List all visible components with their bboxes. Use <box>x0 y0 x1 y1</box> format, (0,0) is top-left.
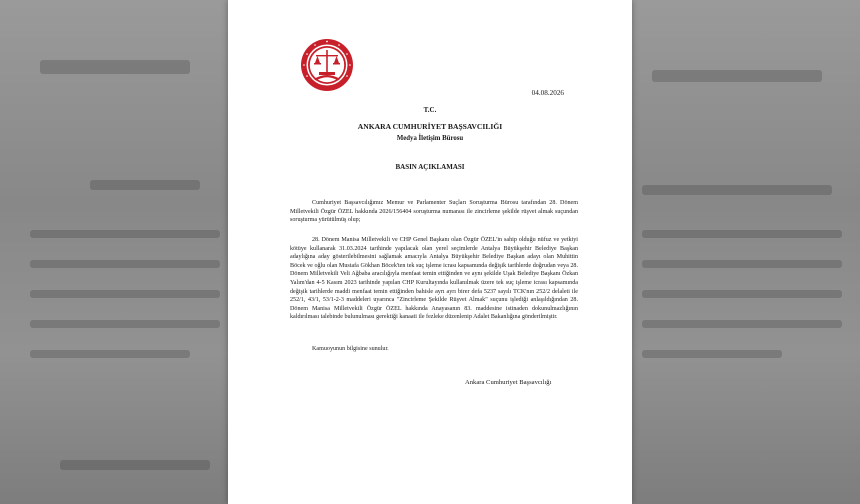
document-date: 04.08.2026 <box>531 89 564 97</box>
justice-seal-logo <box>300 38 354 92</box>
office-title: ANKARA CUMHURİYET BAŞSAVCILIĞI <box>357 122 503 131</box>
blurred-background-left <box>0 0 228 504</box>
country-abbreviation: T.C. <box>423 106 437 114</box>
paragraph-closing: Kamuoyunun bilgisine sunulur. <box>312 346 389 352</box>
bureau-subtitle: Medya İletişim Bürosu <box>396 135 464 142</box>
paragraph-body: 28. Dönem Manisa Milletvekili ve CHP Genel Başkanı olan Özgür ÖZEL'in sahip olduğu nüfuz ve yetkiyi kötüye kullanarak 31.03.2024 tarihinde yapılacak olan yerel seçimlerde Antalya Büyükşehir Belediye Başkan adaylığına aday gösterilebilmesini sağlamak amacıyla Antalya Büyükşehir Belediye Başkan adayı olan Muhittin Böcek ve oğlu olan Mustafa Gökhan Böcek'ten tek suç işleme icrası kapsamında değişik tarihlerde doğrudan veya 28. Dönem Milletvekili Veli Ağbaba aracılığıyla menfaat temin ettiğinden ve aynı şekilde Uşak Belediye Başkanı Özkan Yalım'dan 4-5 Kasım 2023 tarihinde yapılan CHP Kurultayında kullanılmak üzere tek suç işleme icrası kapsamında değişik tarihlerde maddi menfaat temin ettiğinden bahisle ayrı ayrı birer defa 5237 sayılı TCK'nın 252/2 delaleti ile 252/1, 43/1, 53/1-2-3 maddeleri uyarınca "Zincirleme Şekilde Rüşvet Almak" suçunu işlediği anlaşıldığından 28. Dönem Manisa Milletvekili Özgür ÖZEL hakkında Anayasanın 83. maddesine istinaden dokunulmazlığının kaldırılması talebinde bulunulması gerektiği kanaati ile fezleke düzenlenip Adalet Bakanlığına gönderilmiştir. <box>290 237 578 321</box>
press-release-page <box>228 0 632 504</box>
signature-block: Ankara Cumhuriyet Başsavcılığı <box>465 379 552 386</box>
blurred-background-right <box>632 0 860 504</box>
document-heading: BASIN AÇIKLAMASI <box>395 163 465 171</box>
paragraph-intro: Cumhuriyet Başsavcılığımız Memur ve Parlamenter Suçları Soruşturma Bürosu tarafından 28. Dönem Milletvekili Özgür ÖZEL hakkında 2026/156404 soruşturma numarası ile zincirleme şekilde rüşvet almak suçundan soruşturma yürütülmüş olup; <box>290 200 578 224</box>
